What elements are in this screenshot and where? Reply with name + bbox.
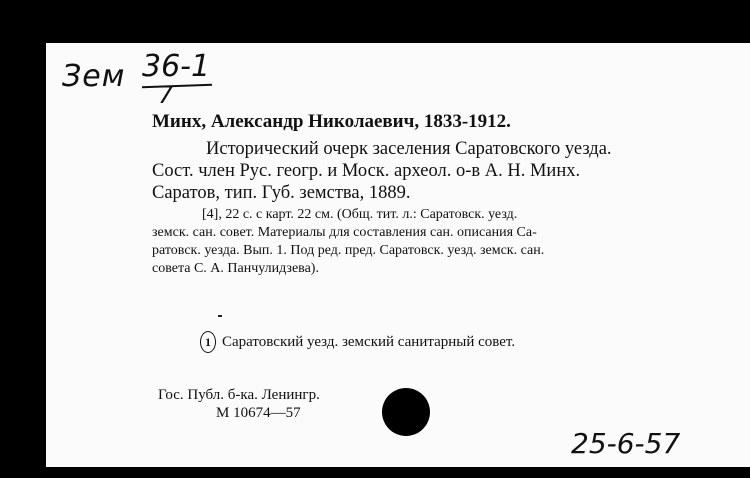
subject-entry — [200, 331, 515, 353]
accession-number: М 10674—57 — [216, 405, 301, 421]
collation-line-2: земск. сан. совет. Материалы для составления сан. описания Са- — [152, 225, 537, 240]
speck-mark — [218, 315, 222, 317]
punch-hole — [382, 388, 430, 436]
author-heading: Минх, Александр Николаевич, 1833-1912. — [152, 111, 511, 132]
catalog-card — [46, 43, 750, 467]
title-line-3: Саратов, тип. Губ. земства, 1889. — [152, 183, 411, 203]
collation-line-3: ратовск. уезда. Вып. 1. Под ред. пред. Саратовск. уезд. земск. сан. — [152, 243, 545, 258]
shelfmark-number: 36-1 — [142, 49, 211, 84]
holding-library: Гос. Публ. б-ка. Ленингр. — [158, 387, 320, 403]
collation-line-4: совета С. А. Панчулидзева). — [152, 261, 319, 276]
subject-text: Саратовский уезд. земский санитарный совет. — [222, 333, 516, 350]
shelfmark-prefix: Зем — [62, 59, 126, 94]
collation-line-1: [4], 22 с. с карт. 22 см. (Общ. тит. л.: Саратовск. уезд. — [202, 207, 518, 222]
title-line-1: Исторический очерк заселения Саратовского уезда. — [206, 139, 612, 159]
shelfmark-sub: 7 — [158, 81, 174, 109]
handwritten-date: 25-6-57 — [571, 427, 681, 460]
title-line-2: Сост. член Рус. геогр. и Моск. археол. о-в А. Н. Минх. — [152, 161, 581, 181]
tracing-number-marker: 1 — [200, 331, 216, 353]
shelfmark-underline — [142, 84, 212, 88]
